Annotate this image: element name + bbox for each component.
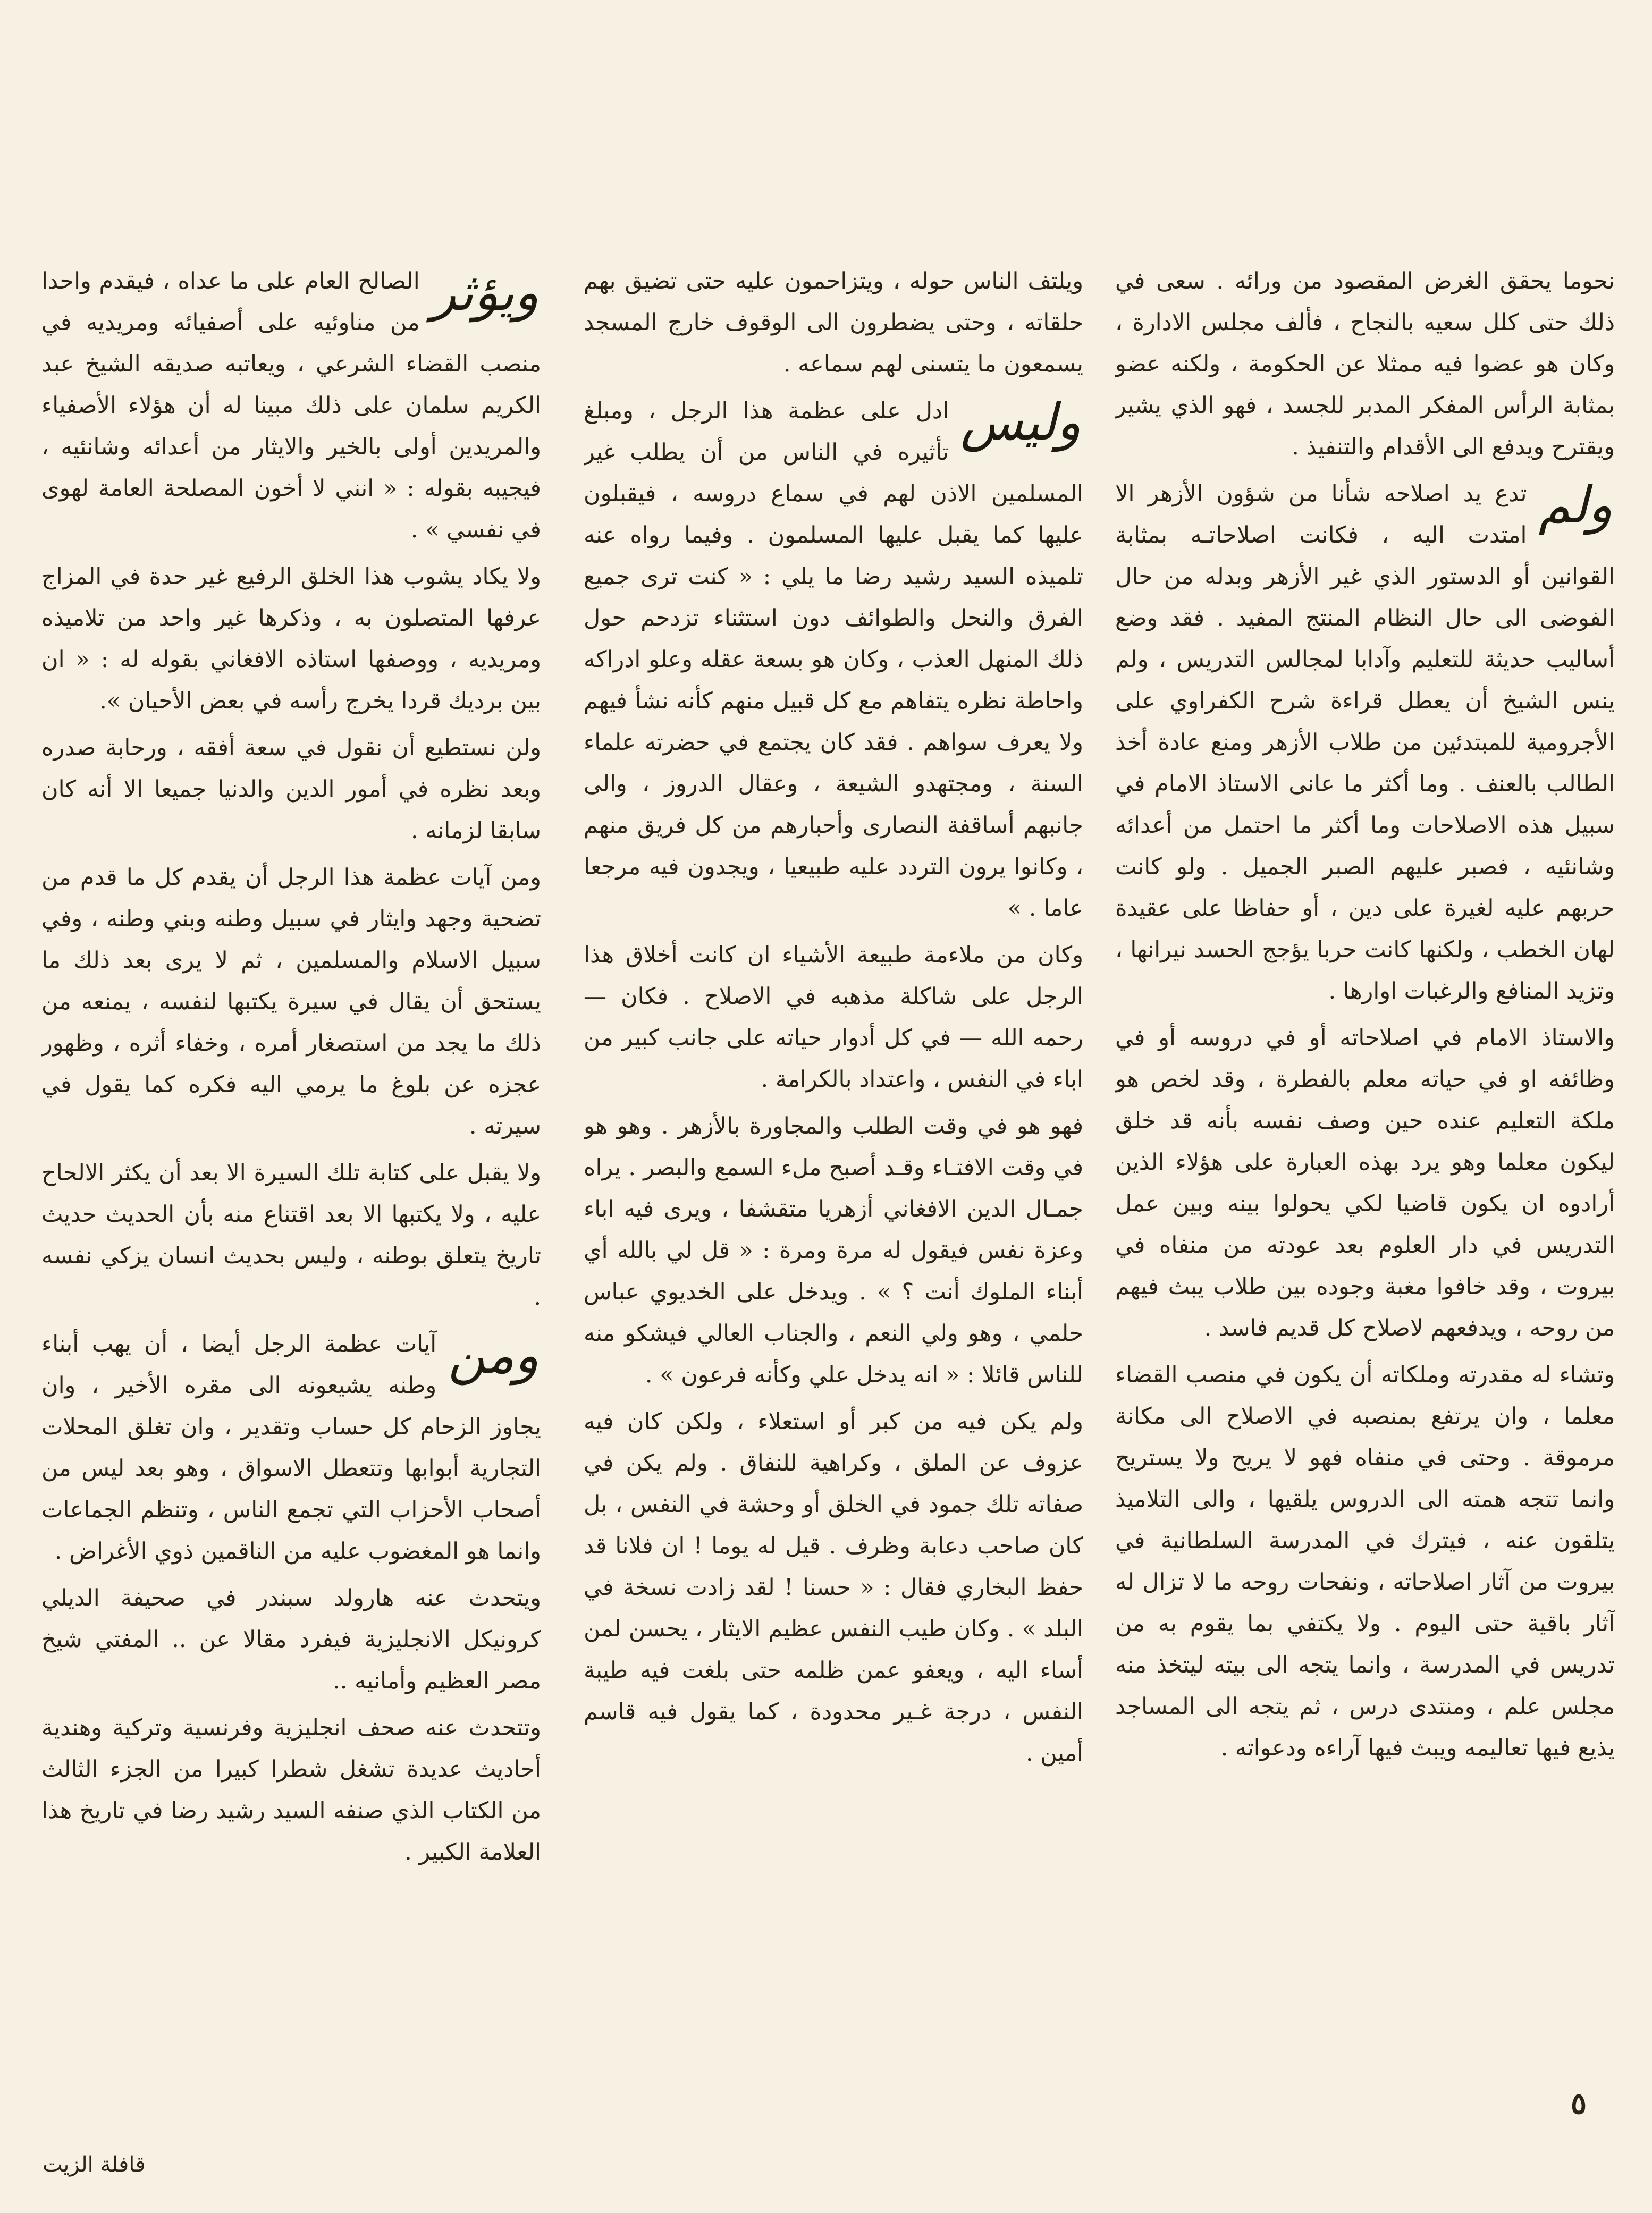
paragraph <box>584 934 1083 1100</box>
paragraph-text: ولا يقبل على كتابة تلك السيرة الا بعد أن يكثر الالحاح عليه ، ولا يكتبها الا بعد اقتناع منه بأن الحديث حديث تاريخ يتعلق بوطنه ، وليس بحديث انسان يزكي نفسه . <box>41 1160 541 1311</box>
article-column-left <box>41 260 541 2083</box>
paragraph <box>41 1323 541 1572</box>
magazine-name-footer: قافلة الزيت <box>43 2152 146 2177</box>
paragraph <box>41 260 541 551</box>
paragraph-text: وكان من ملاءمة طبيعة الأشياء ان كانت أخلاق هذا الرجل على شاكلة مذهبه في الاصلاح . فكان — رحمه الله — في كل أدوار حياته على جانب كبير من اباء في النفس ، واعتداد بالكرامة . <box>584 942 1083 1093</box>
paragraph <box>41 857 541 1147</box>
paragraph <box>584 1401 1083 1774</box>
paragraph <box>1115 260 1615 468</box>
paragraph-text: نحوما يحقق الغرض المقصود من ورائه . سعى في ذلك حتى كلل سعيه بالنجاح ، فألف مجلس الادارة ، وكان هو عضوا فيه ممثلا عن الحكومة ، ولكنه عضو بمثابة الرأس المفكر المدبر للجسد ، فهو الذي يشير ويقترح ويدفع الى الأقدام والتنفيذ . <box>1115 268 1615 460</box>
page-number: ٥ <box>1571 2086 1587 2121</box>
paragraph <box>1115 473 1615 1012</box>
paragraph <box>1115 1017 1615 1349</box>
paragraph <box>41 727 541 851</box>
paragraph <box>41 556 541 722</box>
dropcap-word: ويؤثر <box>431 263 539 322</box>
paragraph <box>1115 1354 1615 1769</box>
paragraph-text: الصالح العام على ما عداه ، فيقدم واحدا من مناوئيه على أصفيائه ومريديه في منصب القضاء الشرعي ، ويعاتبه صديقه الشيخ عبد الكريم سلمان على ذلك مبينا له أن هؤلاء الأصفياء والمريدين أولى بالخير والايثار من أعدائه وشانئيه ، فيجيبه بقوله : « انني لا أخون المصلحة العامة لهوى في نفسي » . <box>41 268 541 543</box>
article-column-middle <box>584 260 1083 2083</box>
paragraph-text: آيات عظمة الرجل أيضا ، أن يهب أبناء وطنه يشيعونه الى مقره الأخير ، وان يجاوز الزحام كل حساب وتقدير ، وان تغلق المحلات التجارية أبوابها وتتعطل الاسواق ، وهو بعد ليس من أصحاب الأحزاب التي تجمع الناس ، وتنظم الجماعات وانما هو المغضوب عليه من الناقمين ذوي الأغراض . <box>41 1331 541 1565</box>
paragraph-text: تدع يد اصلاحه شأنا من شؤون الأزهر الا امتدت اليه ، فكانت اصلاحاتـه بمثابة القوانين أو الدستور الذي غير الأزهر وبدله من حال الفوضى الى حال النظام المنتج المفيد . فقد وضع أساليب حديثة للتعليم وآدابا لمجالس التدريس ، ولم ينس الشيخ أن يعطل قراءة شرح الكفراوي على الأجرومية للمبتدئين من طلاب الأزهر ومنع عادة أخذ الطالب بالعنف . وما أكثر ما عانى الاستاذ الامام في سبيل هذه الاصلاحات وما أكثر ما احتمل من أعدائه وشانئيه ، فصبر عليهم الصبر الجميل . ولو كانت حربهم عليه لغيرة على دين ، أو حفاظا على عقيدة لهان الخطب ، ولكنها كانت حربا يؤجج الحسد نيرانها ، وتزيد المنافع والرغبات اوارها . <box>1115 480 1615 1004</box>
paragraph-text: ويلتف الناس حوله ، ويتزاحمون عليه حتى تضيق بهم حلقاته ، وحتى يضطرون الى الوقوف خارج المسجد يسمعون ما يتسنى لهم سماعه . <box>584 268 1083 377</box>
paragraph-text: ولم يكن فيه من كبر أو استعلاء ، ولكن كان فيه عزوف عن الملق ، وكراهية للنفاق . ولم يكن في صفاته تلك جمود في الخلق أو وحشة في النفس ، بل كان صاحب دعابة وظرف . قيل له يوما ! ان فلانا قد حفظ البخاري فقال : « حسنا ! لقد زادت نسخة في البلد » . وكان طيب النفس عظيم الايثار ، يحسن لمن أساء اليه ، ويعفو عمن ظلمه حتى بلغت فيه طيبة النفس ، درجة غـير محدودة ، كما يقول فيه قاسم أمين . <box>584 1408 1083 1767</box>
paragraph <box>41 1152 541 1318</box>
paragraph-text: ويتحدث عنه هارولد سبندر في صحيفة الديلي كرونيكل الانجليزية فيفرد مقالا عن .. المفتي شيخ مصر العظيم وأمانيه .. <box>41 1585 541 1694</box>
paragraph-text: والاستاذ الامام في اصلاحاته أو في دروسه أو في وظائفه او في حياته معلم بالفطرة ، وقد لخص هو ملكة التعليم عنده حين وصف نفسه بأنه قد خلق ليكون معلما وهو يرد بهذه العبارة على هؤلاء الذين أرادوه ان يكون قاضيا لكي يحولوا بينه وبين عمل التدريس في دار العلوم بعد عودته من منفاه في بيروت ، وقد خافوا مغبة وجوده بين طلاب يبث فيهم من روحه ، ويدفعهم لاصلاح كل قديم فاسد . <box>1115 1025 1615 1341</box>
paragraph <box>584 390 1083 929</box>
paragraph <box>584 260 1083 385</box>
paragraph <box>41 1577 541 1702</box>
paragraph <box>584 1105 1083 1396</box>
article-column-right <box>1115 260 1615 2083</box>
paragraph-text: ولن نستطيع أن نقول في سعة أفقه ، ورحابة صدره وبعد نظره في أمور الدين والدنيا جميعا الا أنه كان سابقا لزمانه . <box>41 734 541 844</box>
paragraph-text: وتشاء له مقدرته وملكاته أن يكون في منصب القضاء معلما ، وان يرتفع بمنصبه في الاصلاح الى مكانة مرموقة . وحتى في منفاه فهو لا يريح ولا يستريح وانما تتجه همته الى الدروس يلقيها ، والى التلاميذ يتلقون عنه ، فيترك في المدرسة السلطانية في بيروت من آثار اصلاحاته ، ونفحات روحه ما لا تزال له آثار باقية حتى اليوم . ولا يكتفي بما يقوم به من تدريس في المدرسة ، وانما يتجه الى بيته ليتخذ منه مجلس علم ، ومنتدى درس ، ثم يتجه الى المساجد يذيع فيها تعاليمه ويبث فيها آراءه ودعواته . <box>1115 1362 1615 1761</box>
dropcap-word: وليس <box>960 392 1081 452</box>
dropcap-word: ومن <box>448 1325 539 1385</box>
paragraph-text: ادل على عظمة هذا الرجل ، ومبلغ تأثيره في الناس من أن يطلب غير المسلمين الاذن لهم في سماع دروسه ، فيقبلون عليها كما يقبل عليها المسلمون . وفيما رواه عنه تلميذه السيد رشيد رضا ما يلي : « كنت ترى جميع الفرق والنحل والطوائف دون استثناء تزدحم حول ذلك المنهل العذب ، وكان هو بسعة عقله وعلو ادراكه واحاطة نظره يتفاهم مع كل قبيل منهم كأنه نشأ فيهم ولا يعرف سواهم . فقد كان يجتمع في حضرته علماء السنة ، ومجتهدو الشيعة ، وعقال الدروز ، والى جانبهم أساقفة النصارى وأحبارهم من كل فريق منهم ، وكانوا يرون التردد عليه طبيعيا ، ويجدون فيه مرجعا عاما . » <box>584 398 1083 922</box>
paragraph <box>41 1707 541 1873</box>
paragraph-text: ومن آيات عظمة هذا الرجل أن يقدم كل ما قدم من تضحية وجهد وايثار في سبيل وطنه وبني وطنه ، وفي سبيل الاسلام والمسلمين ، ثم لا يرى بعد ذلك ما يستحق أن يقال في سيرة يكتبها لنفسه ، يمنعه من ذلك ما يجد من استصغار أمره ، وخفاء أثره ، وظهور عجزه عن بلوغ ما يرمي اليه فكره كما يقول في سيرته . <box>41 864 541 1139</box>
dropcap-word: ولم <box>1538 475 1613 535</box>
paragraph-text: ولا يكاد يشوب هذا الخلق الرفيع غير حدة في المزاج عرفها المتصلون به ، وذكرها غير واحد من تلاميذه ومريديه ، ووصفها استاذه الافغاني بقوله له : « ان بين برديك قردا يخرج رأسه في بعض الأحيان ». <box>41 563 541 714</box>
paragraph-text: فهو هو في وقت الطلب والمجاورة بالأزهر . وهو هو في وقت الافتـاء وقـد أصبح ملء السمع والبصر . يراه جمـال الدين الافغاني أزهريا متقشفا ، ويرى فيه اباء وعزة نفس فيقول له مرة ومرة : « قل لي بالله أي أبناء الملوك أنت ؟ » . ويدخل على الخديوي عباس حلمي ، وهو ولي النعم ، والجناب العالي فيشكو منه للناس قائلا : « انه يدخل علي وكأنه فرعون » . <box>584 1113 1083 1388</box>
paragraph-text: وتتحدث عنه صحف انجليزية وفرنسية وتركية وهندية أحاديث عديدة تشغل شطرا كبيرا من الجزء الثالث من الكتاب الذي صنفه السيد رشيد رضا في تاريخ هذا العلامة الكبير . <box>41 1714 541 1865</box>
